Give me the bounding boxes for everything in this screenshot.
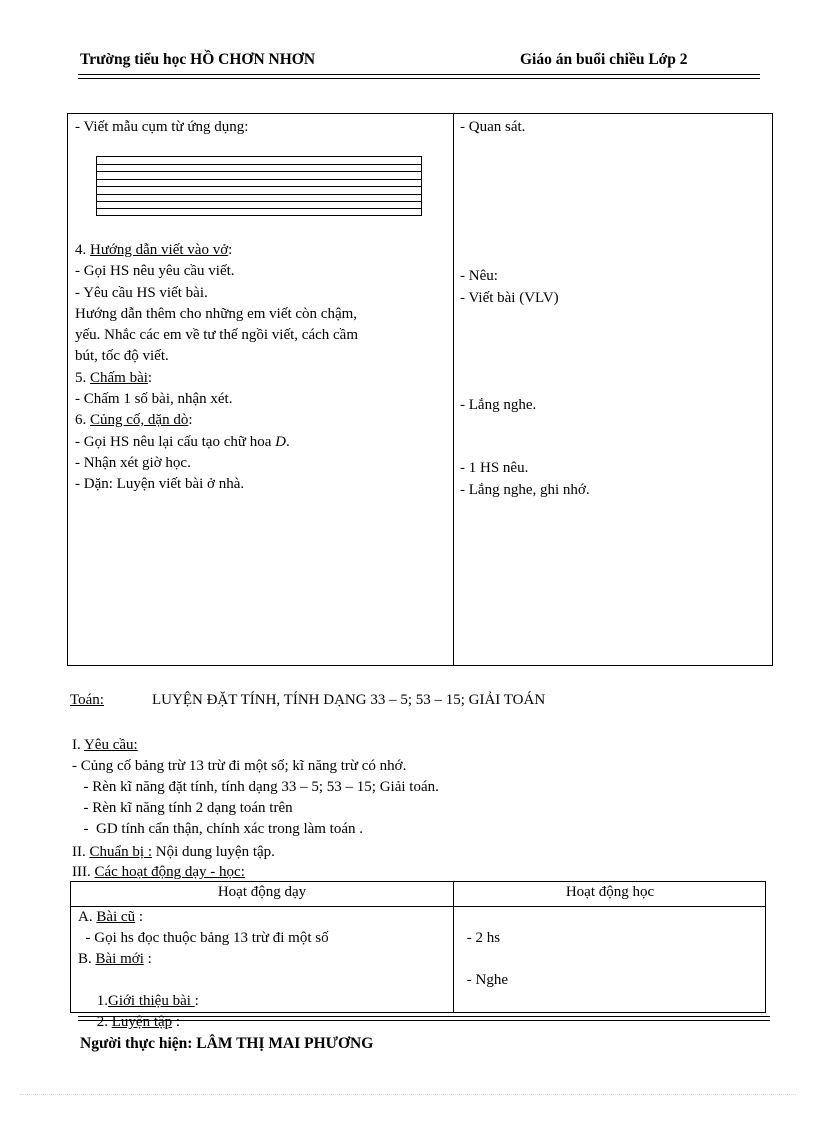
left-line-5: yếu. Nhắc các em về tư thế ngồi viết, cách cầm <box>75 327 359 343</box>
section-b-heading: B. Bài mới : <box>78 951 152 967</box>
column-header-teach: Hoạt động dạy <box>217 884 307 900</box>
footer-author: Người thực hiện: LÂM THỊ MAI PHƯƠNG <box>80 1035 374 1052</box>
header-plan: Giáo án buổi chiều Lớp 2 <box>520 51 688 68</box>
requirement-3: - Rèn kĩ năng tính 2 dạng toán trên <box>76 800 293 816</box>
right-line-2: - Nêu: <box>460 268 498 284</box>
left-line-1: - Viết mẫu cụm từ ứng dụng: <box>75 119 249 135</box>
left-line-6: bút, tốc độ viết. <box>75 348 169 364</box>
lesson-subject: Toán: <box>70 692 104 708</box>
section-b-item-1: 1.Giới thiệu bài : <box>93 993 199 1009</box>
requirements-heading: I. Yêu cầu: <box>72 737 138 753</box>
page-bottom-edge <box>20 1094 796 1095</box>
requirement-4: - GD tính cẩn thận, chính xác trong làm toán . <box>76 821 364 837</box>
section-a-response: - 2 hs <box>463 930 501 946</box>
left-line-10: - Dặn: Luyện viết bài ở nhà. <box>75 476 245 492</box>
right-line-6: - Lắng nghe, ghi nhớ. <box>460 482 590 498</box>
right-line-4: - Lắng nghe. <box>460 397 537 413</box>
header-separator <box>71 906 765 907</box>
section-a-heading: A. Bài cũ : <box>78 909 144 925</box>
section-a-line-1: - Gọi hs đọc thuộc bảng 13 trừ đi một số <box>78 930 329 946</box>
requirement-2: - Rèn kĩ năng đặt tính, tính dạng 33 – 5; 53 – 15; Giải toán. <box>76 779 439 795</box>
header-double-rule <box>78 74 760 79</box>
section-b-item-2: 2. Luyện tập : <box>93 1014 181 1030</box>
left-line-3: - Yêu cầu HS viết bài. <box>75 285 208 301</box>
left-line-8: - Gọi HS nêu lại cấu tạo chữ hoa D. <box>75 434 290 450</box>
activity-table-1 <box>67 113 773 666</box>
right-line-3: - Viết bài (VLV) <box>460 290 559 306</box>
column-header-learn: Hoạt động học <box>565 884 655 900</box>
right-line-5: - 1 HS nêu. <box>460 460 529 476</box>
activities-heading: III. Các hoạt động dạy - học: <box>72 864 245 880</box>
section-6-heading: 6. Củng cố, dặn dò: <box>75 412 193 428</box>
left-line-9: - Nhận xét giờ học. <box>75 455 191 471</box>
column-divider <box>453 114 454 665</box>
right-line-1: - Quan sát. <box>460 119 526 135</box>
activity-table-2 <box>70 881 766 1030</box>
section-5-heading: 5. Chấm bài: <box>75 370 153 386</box>
requirement-1: - Củng cố bảng trừ 13 trừ đi một số; kĩ năng trừ có nhớ. <box>72 758 407 774</box>
section-4-heading: 4. Hướng dẫn viết vào vở: <box>75 242 233 258</box>
header-school: Trường tiểu học HỒ CHƠN NHƠN <box>80 51 316 68</box>
footer-double-rule <box>78 1016 770 1021</box>
left-line-4: Hướng dẫn thêm cho những em viết còn chậm, <box>75 306 358 322</box>
lesson-title: LUYỆN ĐẶT TÍNH, TÍNH DẠNG 33 – 5; 53 – 15; GIẢI TOÁN <box>152 692 546 708</box>
handwriting-practice-box <box>96 156 422 216</box>
left-line-2: - Gọi HS nêu yêu cầu viết. <box>75 263 235 279</box>
preparation-line: II. Chuẩn bị : Nội dung luyện tập. <box>72 844 275 860</box>
section-b-response: - Nghe <box>463 972 508 988</box>
left-line-7: - Chấm 1 số bài, nhận xét. <box>75 391 233 407</box>
column-divider <box>453 882 454 1012</box>
